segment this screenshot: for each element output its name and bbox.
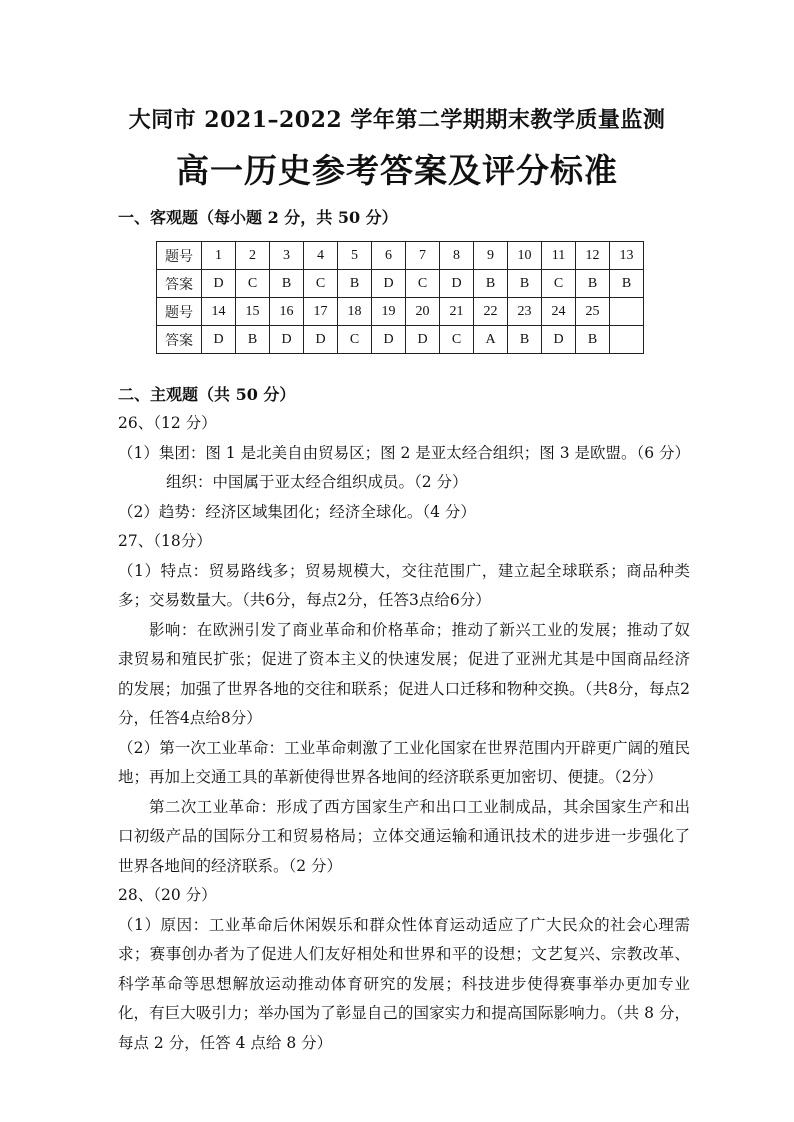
table-row-label: 题号	[157, 242, 202, 270]
table-cell: 23	[508, 298, 542, 326]
table-cell: B	[610, 270, 644, 298]
section-objective-heading: 一、客观题（每小题 2 分，共 50 分）	[118, 208, 398, 227]
table-cell: C	[338, 326, 372, 354]
table-cell: B	[236, 326, 270, 354]
table-cell: 10	[508, 242, 542, 270]
table-cell: 18	[338, 298, 372, 326]
table-cell: D	[372, 326, 406, 354]
table-cell: 24	[542, 298, 576, 326]
table-cell: C	[406, 270, 440, 298]
table-cell: C	[304, 270, 338, 298]
answer-paragraph: 影响：在欧洲引发了商业革命和价格革命；推动了新兴工业的发展；推动了奴隶贸易和殖民扩张；促进了资本主义的快速发展；促进了亚洲尤其是中国商品经济的发展；加强了世界各地的交往和联系；促进人口迁移和物种交换。（共8分，每点2分，任答4点给8分）	[118, 620, 690, 727]
table-cell: 8	[440, 242, 474, 270]
table-cell: 22	[474, 298, 508, 326]
table-row	[157, 298, 644, 326]
answer-paragraph: 28、（20 分）	[118, 886, 217, 904]
table-cell: 21	[440, 298, 474, 326]
table-cell: 9	[474, 242, 508, 270]
answer-paragraph: （2）趋势：经济区域集团化；经济全球化。（4 分）	[118, 502, 476, 521]
table-cell: D	[202, 270, 236, 298]
table-row-label: 答案	[157, 326, 202, 354]
table-cell: B	[508, 270, 542, 298]
table-cell: 19	[372, 298, 406, 326]
table-row	[157, 242, 644, 270]
table-cell: B	[474, 270, 508, 298]
answer-table	[156, 241, 644, 354]
answer-paragraph: 26、（12 分）	[118, 414, 217, 432]
table-row	[157, 326, 644, 354]
table-cell: 6	[372, 242, 406, 270]
subjective-answers	[118, 409, 690, 1058]
table-cell: B	[508, 326, 542, 354]
answer-paragraph: （1）集团：图 1 是北美自由贸易区；图 2 是亚太经合组织；图 3 是欧盟。（6 分）	[118, 443, 691, 462]
table-cell: 11	[542, 242, 576, 270]
table-row-label: 题号	[157, 298, 202, 326]
table-cell: 7	[406, 242, 440, 270]
section-subjective-heading: 二、主观题（共 50 分）	[118, 385, 296, 404]
table-cell: 5	[338, 242, 372, 270]
exam-title: 大同市 2021–2022 学年第二学期期末教学质量监测	[128, 107, 666, 133]
table-cell	[610, 326, 644, 354]
answer-paragraph: （1）原因：工业革命后休闲娱乐和群众性体育运动适应了广大民众的社会心理需求；赛事创办者为了促进人们友好相处和世界和平的设想；文艺复兴、宗教改革、科学革命等思想解放运动推动体育研究的发展；科技进步使得赛事举办更加专业化，有巨大吸引力；举办国为了彰显自己的国家实力和提高国际影响力。（共 8 分，每点 2 分，任答 4 点给 8 分）	[118, 915, 690, 1052]
table-cell: C	[236, 270, 270, 298]
table-cell: 2	[236, 242, 270, 270]
table-cell: 16	[270, 298, 304, 326]
answer-paragraph: （1）特点：贸易路线多；贸易规模大，交往范围广，建立起全球联系；商品种类多；交易数量大。（共6分，每点2分，任答3点给6分）	[118, 561, 690, 609]
table-cell: D	[372, 270, 406, 298]
table-cell: 13	[610, 242, 644, 270]
answer-paragraph: 27、（18分）	[118, 532, 212, 550]
table-cell: 25	[576, 298, 610, 326]
answer-paragraph: （2）第一次工业革命：工业革命刺激了工业化国家在世界范围内开辟更广阔的殖民地；再加上交通工具的革新使得世界各地间的经济联系更加密切、便捷。（2分）	[118, 738, 690, 786]
table-cell: B	[576, 326, 610, 354]
table-cell: 20	[406, 298, 440, 326]
table-cell: D	[440, 270, 474, 298]
table-cell: A	[474, 326, 508, 354]
table-cell: B	[338, 270, 372, 298]
table-cell	[610, 298, 644, 326]
table-row	[157, 270, 644, 298]
table-cell: B	[576, 270, 610, 298]
table-cell: D	[270, 326, 304, 354]
table-row-label: 答案	[157, 270, 202, 298]
table-cell: B	[270, 270, 304, 298]
table-cell: 4	[304, 242, 338, 270]
table-cell: D	[406, 326, 440, 354]
table-cell: 15	[236, 298, 270, 326]
table-cell: 17	[304, 298, 338, 326]
table-cell: C	[542, 270, 576, 298]
table-cell: D	[542, 326, 576, 354]
table-cell: D	[304, 326, 338, 354]
table-cell: 14	[202, 298, 236, 326]
table-cell: 3	[270, 242, 304, 270]
answer-paragraph: 组织：中国属于亚太经合组织成员。（2 分）	[166, 473, 468, 491]
table-cell: C	[440, 326, 474, 354]
document-subtitle: 高一历史参考答案及评分标准	[176, 151, 618, 190]
table-cell: D	[202, 326, 236, 354]
table-cell: 12	[576, 242, 610, 270]
table-cell: 1	[202, 242, 236, 270]
answer-paragraph: 第二次工业革命：形成了西方国家生产和出口工业制成品，其余国家生产和出口初级产品的国际分工和贸易格局；立体交通运输和通讯技术的进步进一步强化了世界各地间的经济联系。（2 分）	[118, 797, 690, 875]
